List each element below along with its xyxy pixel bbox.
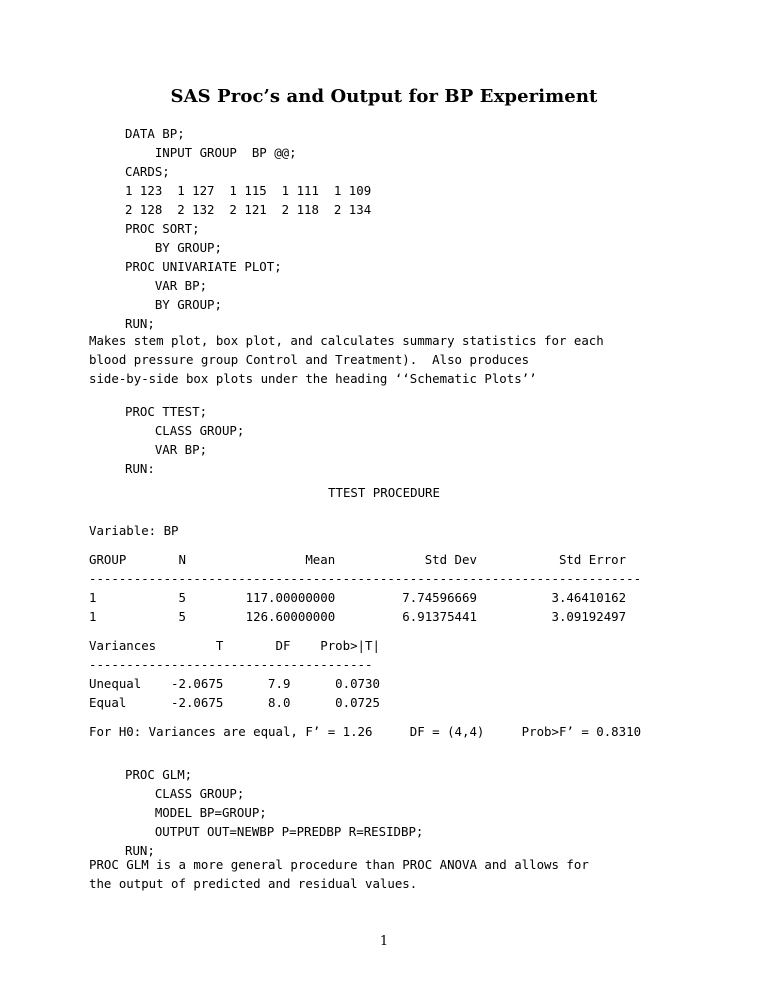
- ttest-procedure-heading: TTEST PROCEDURE: [328, 485, 440, 500]
- page-title: SAS Proc’s and Output for BP Experiment: [170, 86, 598, 107]
- sas-data-step-code: DATA BP; INPUT GROUP BP @@; CARDS; 1 123 1 127 1 115 1 111 1 109 2 128 2 132 2 121 2 118 2 134 PROC SORT; BY GROUP; PROC UNIVARIATE PLOT; VAR BP; BY GROUP; RUN;: [125, 126, 372, 331]
- ttest-results-table: Variances T DF Prob>|T| -------------------------------------- Unequal -2.0675 7.9 0.0730 Equal -2.0675 8.0 0.0725: [89, 638, 380, 710]
- univariate-description: Makes stem plot, box plot, and calculates summary statistics for each blood pressure group Control and Treatment). Also produces side-by-side box plots under the heading ‘‘Schematic Plots’’: [89, 333, 604, 386]
- group-statistics-table: GROUP N Mean Std Dev Std Error -------------------------------------------------------------------------- 1 5 117.00000000 7.74596669 3.46410162 1 5 126.60000000 6.91375441 3.09192497: [89, 552, 642, 624]
- page-number: 1: [379, 934, 389, 949]
- variance-f-test-line: For H0: Variances are equal, F’ = 1.26 DF = (4,4) Prob>F’ = 0.8310: [89, 724, 642, 739]
- glm-description: PROC GLM is a more general procedure than PROC ANOVA and allows for the output of predicted and residual values.: [89, 857, 589, 891]
- sas-glm-code: PROC GLM; CLASS GROUP; MODEL BP=GROUP; OUTPUT OUT=NEWBP P=PREDBP R=RESIDBP; RUN;: [125, 767, 424, 858]
- variable-label: Variable: BP: [89, 523, 179, 538]
- sas-ttest-code: PROC TTEST; CLASS GROUP; VAR BP; RUN:: [125, 404, 245, 476]
